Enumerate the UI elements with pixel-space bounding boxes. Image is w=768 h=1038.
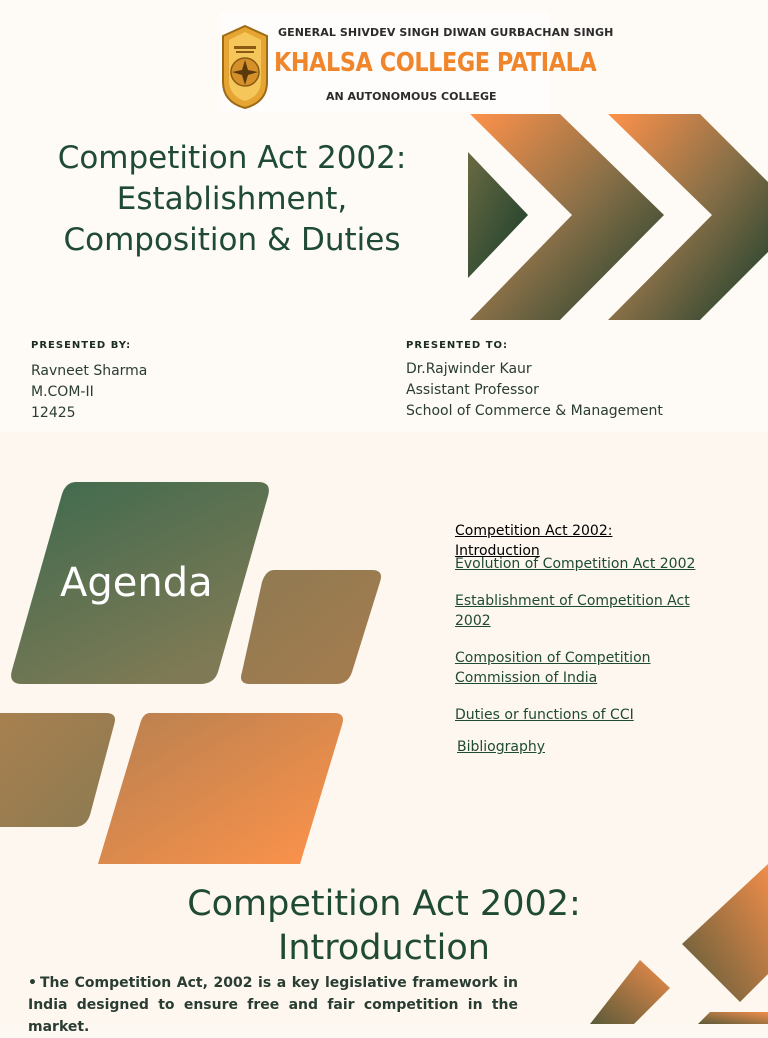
agenda-link-composition-cont[interactable]: Commission of India: [455, 670, 598, 686]
title-line: Composition & Duties: [63, 222, 401, 258]
logo-top-line: GENERAL SHIVDEV SINGH DIWAN GURBACHAN SINGH: [278, 26, 614, 39]
agenda-shapes: [0, 432, 420, 864]
logo-subtitle: AN AUTONOMOUS COLLEGE: [326, 90, 497, 103]
college-logo: [220, 12, 614, 112]
chevron-small: [468, 152, 528, 278]
presented-to-label: PRESENTED TO:: [406, 340, 509, 351]
recipient-info: [406, 359, 663, 422]
intro-shape-lower: [590, 960, 670, 1024]
intro-bullet: [28, 972, 518, 1038]
presentation-title: [22, 138, 442, 261]
title-line: Competition Act 2002:: [187, 884, 581, 924]
agenda-shape-bottom: [98, 713, 343, 864]
introduction-slide: [0, 864, 768, 1035]
recipient-name: Dr.Rajwinder Kaur: [406, 361, 532, 377]
agenda-title: Agenda: [60, 560, 213, 606]
agenda-link-establishment-cont[interactable]: 2002: [455, 613, 491, 629]
recipient-designation: Assistant Professor: [406, 382, 539, 398]
bullet-dot: •: [28, 975, 37, 991]
agenda-link-introduction[interactable]: Competition Act 2002:: [455, 523, 613, 539]
intro-shape-upper: [682, 864, 768, 1002]
title-line: Competition Act 2002:: [57, 140, 407, 176]
intro-bullet-text: The Competition Act, 2002 is a key legislative framework in India designed to ensure free and fair competition in the market.: [28, 975, 518, 1035]
agenda-shape-left: [0, 713, 115, 827]
presented-by-label: PRESENTED BY:: [31, 340, 132, 351]
agenda-link-introduction-cont[interactable]: Introduction: [455, 543, 540, 559]
presenter-roll: 12425: [31, 405, 76, 421]
intro-shape-edge: [698, 1012, 768, 1024]
college-emblem-icon: [220, 24, 270, 110]
agenda-link-duties[interactable]: Duties or functions of CCI: [455, 707, 634, 723]
logo-college-name: KHALSA COLLEGE PATIALA: [274, 48, 597, 78]
agenda-link-composition[interactable]: Composition of Competition: [455, 650, 651, 666]
agenda-slide: [0, 432, 768, 864]
presenter-info: [31, 361, 147, 424]
recipient-department: School of Commerce & Management: [406, 403, 663, 419]
intro-decoration: [590, 864, 768, 1024]
title-line: Introduction: [278, 928, 490, 968]
presenter-name: Ravneet Sharma: [31, 363, 148, 379]
agenda-link-bibliography[interactable]: Bibliography: [457, 739, 545, 755]
title-line: Establishment,: [116, 181, 348, 217]
agenda-link-establishment[interactable]: Establishment of Competition Act: [455, 593, 690, 609]
chevron-decoration: [468, 112, 768, 322]
agenda-shape-small: [241, 570, 381, 684]
presenter-class: M.COM-II: [31, 384, 94, 400]
title-slide: [0, 0, 768, 432]
agenda-link-evolution[interactable]: Evolution of Competition Act 2002: [455, 556, 696, 572]
